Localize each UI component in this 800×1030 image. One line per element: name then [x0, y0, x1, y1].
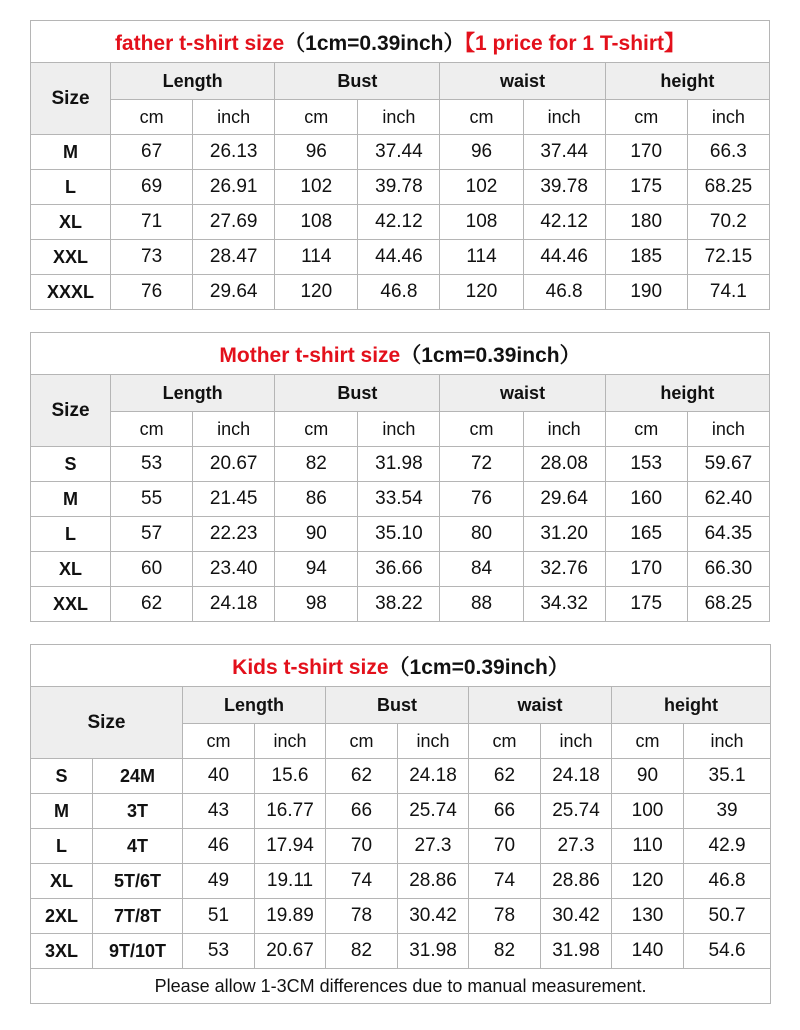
- value-cell: 170: [605, 552, 687, 587]
- unit-cell: inch: [523, 412, 605, 447]
- value-cell: 46.8: [684, 864, 771, 899]
- table-row: [31, 205, 770, 240]
- table-row: [31, 170, 770, 205]
- size-label: M: [31, 135, 111, 170]
- value-cell: 66.30: [687, 552, 769, 587]
- value-cell: 46.8: [523, 275, 605, 310]
- value-cell: 69: [111, 170, 193, 205]
- value-cell: 38.22: [358, 587, 440, 622]
- value-cell: 62.40: [687, 482, 769, 517]
- mother-title-text: Mother t-shirt size: [219, 343, 401, 367]
- size-label: XL: [31, 205, 111, 240]
- value-cell: 140: [612, 934, 684, 969]
- unit-cell: cm: [605, 412, 687, 447]
- value-cell: 64.35: [687, 517, 769, 552]
- value-cell: 24.18: [193, 587, 275, 622]
- size-label: M: [31, 482, 111, 517]
- size-label: XL: [31, 552, 111, 587]
- value-cell: 67: [111, 135, 193, 170]
- value-cell: 78: [469, 899, 541, 934]
- unit-cell: cm: [612, 724, 684, 759]
- father-size-table: [30, 20, 770, 310]
- father-size-header: Size: [31, 63, 111, 135]
- value-cell: 80: [440, 517, 523, 552]
- value-cell: 78: [326, 899, 398, 934]
- value-cell: 26.91: [193, 170, 275, 205]
- value-cell: 20.67: [193, 447, 275, 482]
- unit-cell: inch: [523, 100, 605, 135]
- value-cell: 100: [612, 794, 684, 829]
- table-row: [31, 240, 770, 275]
- value-cell: 35.1: [684, 759, 771, 794]
- value-cell: 62: [326, 759, 398, 794]
- unit-cell: cm: [440, 412, 523, 447]
- mother-title-note: （1cm=0.39inch）: [400, 343, 581, 367]
- value-cell: 82: [469, 934, 541, 969]
- value-cell: 108: [440, 205, 523, 240]
- table-row: [31, 517, 770, 552]
- value-cell: 46: [183, 829, 255, 864]
- value-cell: 25.74: [541, 794, 612, 829]
- value-cell: 72.15: [687, 240, 769, 275]
- kids-group-height: height: [612, 687, 771, 724]
- value-cell: 114: [440, 240, 523, 275]
- kids-group-length: Length: [183, 687, 326, 724]
- value-cell: 43: [183, 794, 255, 829]
- table-row: [31, 759, 771, 794]
- value-cell: 74: [326, 864, 398, 899]
- table-row: [31, 899, 771, 934]
- value-cell: 31.20: [523, 517, 605, 552]
- age-label: 24M: [93, 759, 183, 794]
- unit-cell: inch: [358, 100, 440, 135]
- mother-unit-row: [31, 412, 770, 447]
- value-cell: 15.6: [255, 759, 326, 794]
- age-label: 7T/8T: [93, 899, 183, 934]
- value-cell: 30.42: [541, 899, 612, 934]
- value-cell: 90: [275, 517, 358, 552]
- size-label: L: [31, 170, 111, 205]
- value-cell: 19.89: [255, 899, 326, 934]
- unit-cell: cm: [275, 100, 358, 135]
- value-cell: 55: [111, 482, 193, 517]
- value-cell: 70.2: [687, 205, 769, 240]
- value-cell: 24.18: [398, 759, 469, 794]
- value-cell: 130: [612, 899, 684, 934]
- unit-cell: cm: [326, 724, 398, 759]
- table-row: [31, 275, 770, 310]
- value-cell: 35.10: [358, 517, 440, 552]
- unit-cell: inch: [193, 100, 275, 135]
- table-row: [31, 447, 770, 482]
- value-cell: 153: [605, 447, 687, 482]
- unit-cell: cm: [440, 100, 523, 135]
- value-cell: 190: [605, 275, 687, 310]
- value-cell: 27.3: [541, 829, 612, 864]
- value-cell: 28.47: [193, 240, 275, 275]
- value-cell: 46.8: [358, 275, 440, 310]
- size-label: L: [31, 829, 93, 864]
- value-cell: 98: [275, 587, 358, 622]
- table-row: [31, 934, 771, 969]
- value-cell: 120: [612, 864, 684, 899]
- value-cell: 66: [469, 794, 541, 829]
- mother-group-length: Length: [111, 375, 275, 412]
- father-title-note: （1cm=0.39inch）: [284, 31, 465, 55]
- value-cell: 120: [275, 275, 358, 310]
- value-cell: 74: [469, 864, 541, 899]
- value-cell: 27.3: [398, 829, 469, 864]
- value-cell: 29.64: [193, 275, 275, 310]
- value-cell: 42.12: [358, 205, 440, 240]
- value-cell: 73: [111, 240, 193, 275]
- size-label: XXL: [31, 240, 111, 275]
- value-cell: 68.25: [687, 170, 769, 205]
- value-cell: 54.6: [684, 934, 771, 969]
- father-table-title: [31, 21, 770, 63]
- value-cell: 36.66: [358, 552, 440, 587]
- value-cell: 59.67: [687, 447, 769, 482]
- value-cell: 33.54: [358, 482, 440, 517]
- size-label: XXL: [31, 587, 111, 622]
- value-cell: 70: [469, 829, 541, 864]
- value-cell: 84: [440, 552, 523, 587]
- value-cell: 27.69: [193, 205, 275, 240]
- unit-cell: inch: [398, 724, 469, 759]
- kids-title-note: （1cm=0.39inch）: [388, 655, 569, 679]
- size-label: S: [31, 447, 111, 482]
- table-row: [31, 135, 770, 170]
- size-label: XXXL: [31, 275, 111, 310]
- value-cell: 53: [111, 447, 193, 482]
- mother-table-title: [31, 333, 770, 375]
- value-cell: 31.98: [358, 447, 440, 482]
- kids-size-header: Size: [31, 687, 183, 759]
- unit-cell: inch: [541, 724, 612, 759]
- value-cell: 62: [469, 759, 541, 794]
- value-cell: 21.45: [193, 482, 275, 517]
- value-cell: 25.74: [398, 794, 469, 829]
- value-cell: 76: [111, 275, 193, 310]
- value-cell: 24.18: [541, 759, 612, 794]
- value-cell: 50.7: [684, 899, 771, 934]
- mother-size-table: [30, 332, 770, 622]
- kids-table-title: [31, 645, 771, 687]
- value-cell: 68.25: [687, 587, 769, 622]
- table-row: [31, 864, 771, 899]
- unit-cell: cm: [469, 724, 541, 759]
- value-cell: 57: [111, 517, 193, 552]
- age-label: 5T/6T: [93, 864, 183, 899]
- value-cell: 120: [440, 275, 523, 310]
- value-cell: 60: [111, 552, 193, 587]
- value-cell: 160: [605, 482, 687, 517]
- value-cell: 76: [440, 482, 523, 517]
- value-cell: 20.67: [255, 934, 326, 969]
- mother-group-bust: Bust: [275, 375, 440, 412]
- value-cell: 23.40: [193, 552, 275, 587]
- value-cell: 32.76: [523, 552, 605, 587]
- value-cell: 90: [612, 759, 684, 794]
- table-row: [31, 794, 771, 829]
- unit-cell: inch: [193, 412, 275, 447]
- value-cell: 82: [326, 934, 398, 969]
- value-cell: 51: [183, 899, 255, 934]
- age-label: 4T: [93, 829, 183, 864]
- value-cell: 49: [183, 864, 255, 899]
- value-cell: 31.98: [398, 934, 469, 969]
- value-cell: 102: [440, 170, 523, 205]
- size-label: S: [31, 759, 93, 794]
- value-cell: 96: [440, 135, 523, 170]
- father-group-bust: Bust: [275, 63, 440, 100]
- value-cell: 72: [440, 447, 523, 482]
- size-label: L: [31, 517, 111, 552]
- value-cell: 180: [605, 205, 687, 240]
- value-cell: 42.12: [523, 205, 605, 240]
- age-label: 3T: [93, 794, 183, 829]
- size-label: 2XL: [31, 899, 93, 934]
- value-cell: 37.44: [523, 135, 605, 170]
- unit-cell: inch: [358, 412, 440, 447]
- value-cell: 29.64: [523, 482, 605, 517]
- value-cell: 114: [275, 240, 358, 275]
- value-cell: 44.46: [523, 240, 605, 275]
- value-cell: 44.46: [358, 240, 440, 275]
- father-group-length: Length: [111, 63, 275, 100]
- father-group-waist: waist: [440, 63, 605, 100]
- unit-cell: cm: [111, 100, 193, 135]
- value-cell: 16.77: [255, 794, 326, 829]
- value-cell: 66.3: [687, 135, 769, 170]
- value-cell: 86: [275, 482, 358, 517]
- age-label: 9T/10T: [93, 934, 183, 969]
- value-cell: 185: [605, 240, 687, 275]
- value-cell: 22.23: [193, 517, 275, 552]
- value-cell: 62: [111, 587, 193, 622]
- father-title-text: father t-shirt size: [114, 31, 285, 55]
- value-cell: 42.9: [684, 829, 771, 864]
- mother-size-header: Size: [31, 375, 111, 447]
- kids-group-waist: waist: [469, 687, 612, 724]
- value-cell: 66: [326, 794, 398, 829]
- kids-size-table: [30, 644, 771, 1004]
- value-cell: 82: [275, 447, 358, 482]
- value-cell: 96: [275, 135, 358, 170]
- value-cell: 71: [111, 205, 193, 240]
- unit-cell: cm: [183, 724, 255, 759]
- kids-footnote: Please allow 1-3CM differences due to manual measurement.: [31, 969, 771, 1004]
- value-cell: 28.08: [523, 447, 605, 482]
- value-cell: 175: [605, 587, 687, 622]
- father-unit-row: [31, 100, 770, 135]
- value-cell: 70: [326, 829, 398, 864]
- value-cell: 102: [275, 170, 358, 205]
- size-label: M: [31, 794, 93, 829]
- table-row: [31, 482, 770, 517]
- value-cell: 74.1: [687, 275, 769, 310]
- mother-group-height: height: [605, 375, 769, 412]
- table-row: [31, 552, 770, 587]
- kids-title-text: Kids t-shirt size: [232, 655, 389, 679]
- value-cell: 26.13: [193, 135, 275, 170]
- mother-group-waist: waist: [440, 375, 605, 412]
- unit-cell: cm: [605, 100, 687, 135]
- father-price-note: 【1 price for 1 T-shirt】: [464, 31, 686, 55]
- value-cell: 53: [183, 934, 255, 969]
- value-cell: 108: [275, 205, 358, 240]
- value-cell: 31.98: [541, 934, 612, 969]
- value-cell: 88: [440, 587, 523, 622]
- unit-cell: inch: [684, 724, 771, 759]
- value-cell: 30.42: [398, 899, 469, 934]
- value-cell: 175: [605, 170, 687, 205]
- size-label: XL: [31, 864, 93, 899]
- value-cell: 110: [612, 829, 684, 864]
- unit-cell: inch: [255, 724, 326, 759]
- value-cell: 39: [684, 794, 771, 829]
- value-cell: 40: [183, 759, 255, 794]
- unit-cell: cm: [275, 412, 358, 447]
- value-cell: 94: [275, 552, 358, 587]
- father-group-height: height: [605, 63, 769, 100]
- unit-cell: inch: [687, 100, 769, 135]
- kids-group-bust: Bust: [326, 687, 469, 724]
- table-row: [31, 829, 771, 864]
- value-cell: 28.86: [541, 864, 612, 899]
- value-cell: 170: [605, 135, 687, 170]
- value-cell: 39.78: [523, 170, 605, 205]
- value-cell: 165: [605, 517, 687, 552]
- size-label: 3XL: [31, 934, 93, 969]
- value-cell: 28.86: [398, 864, 469, 899]
- value-cell: 39.78: [358, 170, 440, 205]
- table-row: [31, 587, 770, 622]
- unit-cell: cm: [111, 412, 193, 447]
- value-cell: 17.94: [255, 829, 326, 864]
- value-cell: 37.44: [358, 135, 440, 170]
- value-cell: 34.32: [523, 587, 605, 622]
- value-cell: 19.11: [255, 864, 326, 899]
- unit-cell: inch: [687, 412, 769, 447]
